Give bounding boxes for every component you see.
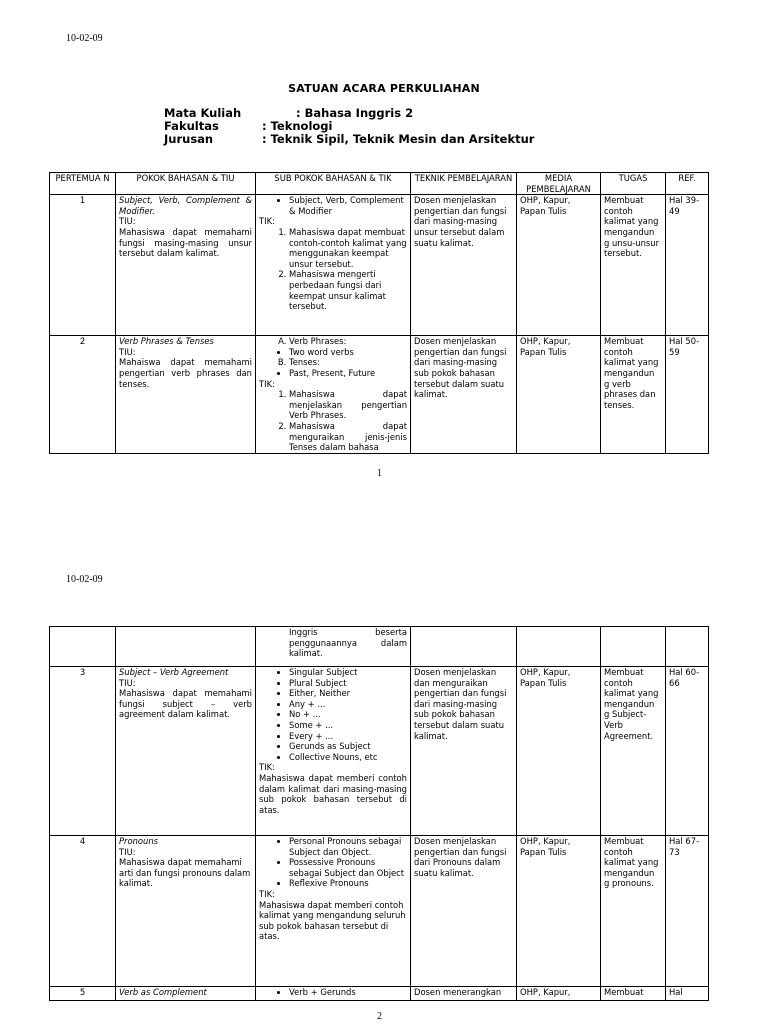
meta-value-course: : Bahasa Inggris 2: [296, 106, 414, 120]
technique-cell: Dosen menjelaskan pengertian dan fungsi dari Pronouns dalam suatu kalimat.: [411, 836, 517, 987]
col-header-technique: TEKNIK PEMBELAJARAN: [411, 173, 517, 195]
sap-table-page2: [49, 626, 709, 1001]
tiu-text: Mahaiswa dapat memahami pengertian verb phrases dan tenses.: [119, 357, 252, 389]
col-header-media: MEDIA PEMBELAJARAN: [517, 173, 601, 195]
topic-cell: [116, 195, 256, 336]
col-header-meeting: PERTEMUA N: [50, 173, 116, 195]
subtopic-bullet: • Verb + Gerunds: [289, 987, 407, 998]
tiu-text: Mahasiswa dapat memahami fungsi subject – verb agreement dalam kalimat.: [119, 688, 252, 720]
tik-label: TIK:: [259, 762, 275, 773]
meeting-number: 1: [50, 195, 116, 336]
subtopic-cell: [256, 667, 411, 836]
subtopic-bullet: • Subject, Verb, Complement & Modifier: [289, 195, 407, 216]
topic-title: Subject, Verb, Complement & Modifier.: [119, 195, 252, 216]
technique-cell: Dosen menjelaskan pengertian dan fungsi dari masing-masing sub pokok bahasan tersebut dalam suatu kalimat.: [411, 336, 517, 454]
tik-continuation: Inggris beserta penggunaannya dalam kalimat.: [289, 627, 407, 659]
meta-label-department: Jurusan: [164, 132, 214, 146]
col-header-task: TUGAS: [601, 173, 666, 195]
subtopic-cell: [256, 627, 411, 667]
tiu-text: Mahasiswa dapat memahami arti dan fungsi pronouns dalam kalimat.: [119, 857, 251, 889]
tik-item: 1. Mahasiswa dapat menjelaskan pengertian Verb Phrases.: [289, 389, 407, 421]
topic-title: Subject – Verb Agreement: [119, 667, 229, 677]
topic-cell: [116, 987, 256, 1001]
media-cell: OHP, Kapur, Papan Tulis: [517, 195, 601, 336]
tik-text: Mahasiswa dapat memberi contoh kalimat yang mengandung seluruh sub pokok bahasan tersebut di atas.: [259, 899, 406, 942]
empty-cell: [50, 627, 116, 667]
sap-table-page1: [49, 172, 709, 454]
meta-value-department: : Teknik Sipil, Teknik Mesin dan Arsitektur: [262, 132, 535, 146]
table-row: [50, 836, 709, 987]
subtopic-item-b: B. Tenses:: [289, 357, 407, 368]
col-header-subtopic: SUB POKOK BAHASAN & TIK: [256, 173, 411, 195]
col-header-topic: POKOK BAHASAN & TIU: [116, 173, 256, 195]
subtopic-bullet: • Personal Pronouns sebagai Subject dan Object.: [289, 836, 407, 857]
empty-cell: [666, 627, 709, 667]
media-cell: OHP, Kapur,: [517, 987, 601, 1001]
meta-label-faculty: Fakultas: [164, 119, 219, 133]
meeting-number: 2: [50, 336, 116, 454]
topic-title: Verb as Complement: [119, 987, 207, 997]
tik-label: TIK:: [259, 378, 275, 389]
page2-date: 10-02-09: [66, 574, 103, 585]
task-cell: Membuat contoh kalimat yang mengandun g Subject-Verb Agreement.: [601, 667, 666, 836]
subtopic-bullet: • Two word verbs: [289, 347, 407, 358]
subtopic-bullet: • Possessive Pronouns sebagai Subject dan Object: [289, 857, 407, 878]
subtopic-bullet: • Reflexive Pronouns: [289, 878, 407, 889]
tiu-text: Mahasiswa dapat memahami fungsi masing-masing unsur tersebut dalam kalimat.: [119, 226, 252, 259]
table-row: [50, 195, 709, 336]
empty-cell: [517, 627, 601, 667]
tik-item: 2. Mahasiswa mengerti perbedaan fungsi dari keempat unsur kalimat tersebut.: [289, 269, 407, 311]
meeting-number: 3: [50, 667, 116, 836]
empty-cell: [411, 627, 517, 667]
tiu-label: TIU:: [119, 677, 136, 688]
empty-cell: [601, 627, 666, 667]
subtopic-bullet: • Singular Subject: [289, 667, 407, 678]
document-title: SATUAN ACARA PERKULIAHAN: [288, 82, 480, 95]
subtopic-cell: [256, 987, 411, 1001]
subtopic-bullet: • Past, Present, Future: [289, 368, 407, 379]
subtopic-cell: [256, 336, 411, 454]
ref-cell: Hal 67-73: [666, 836, 709, 987]
meeting-number: 4: [50, 836, 116, 987]
meta-value-faculty: : Teknologi: [262, 119, 333, 133]
subtopic-bullet: • Some + ...: [289, 720, 407, 731]
table-row: [50, 667, 709, 836]
subtopic-bullet: • No + ...: [289, 709, 407, 720]
meeting-number: 5: [50, 987, 116, 1001]
subtopic-bullet: • Any + ...: [289, 699, 407, 710]
subtopic-bullet: • Every + ...: [289, 731, 407, 742]
tiu-label: TIU:: [119, 216, 136, 227]
technique-cell: Dosen menjelaskan dan menguraikan pengertian dan fungsi dari masing-masing sub pokok bahasan tersebut dalam suatu kalimat.: [411, 667, 517, 836]
subtopic-bullet: • Either, Neither: [289, 688, 407, 699]
subtopic-cell: [256, 195, 411, 336]
task-cell: Membuat contoh kalimat yang mengandun g pronouns.: [601, 836, 666, 987]
topic-cell: [116, 336, 256, 454]
page-number: 1: [377, 468, 382, 479]
ref-cell: Hal 60-66: [666, 667, 709, 836]
col-header-ref: REF.: [666, 173, 709, 195]
ref-cell: Hal 50-59: [666, 336, 709, 454]
tiu-label: TIU:: [119, 346, 136, 357]
ref-cell: Hal: [666, 987, 709, 1001]
tik-item: 1. Mahasiswa dapat membuat contoh-contoh kalimat yang menggunakan keempat unsur tersebut.: [289, 227, 407, 269]
page-number: 2: [377, 1011, 382, 1022]
tiu-label: TIU:: [119, 846, 136, 857]
media-cell: OHP, Kapur, Papan Tulis: [517, 836, 601, 987]
subtopic-bullet: • Gerunds as Subject: [289, 741, 407, 752]
topic-title: Verb Phrases & Tenses: [119, 336, 214, 347]
topic-cell: [116, 836, 256, 987]
tik-label: TIK:: [259, 216, 275, 227]
meta-label-course: Mata Kuliah: [164, 106, 242, 120]
table-row: [50, 336, 709, 454]
subtopic-bullet: • Collective Nouns, etc: [289, 752, 407, 763]
table-row: [50, 987, 709, 1001]
task-cell: Membuat contoh kalimat yang mengandun g verb phrases dan tenses.: [601, 336, 666, 454]
subtopic-item-a: A. Verb Phrases:: [289, 336, 407, 347]
table-header-row: [50, 173, 709, 195]
ref-cell: Hal 39-49: [666, 195, 709, 336]
topic-cell: [116, 667, 256, 836]
topic-title: Pronouns: [119, 836, 159, 846]
technique-cell: Dosen menjelaskan pengertian dan fungsi dari masing-masing unsur tersebut dalam suatu kalimat.: [411, 195, 517, 336]
table-row: [50, 627, 709, 667]
media-cell: OHP, Kapur, Papan Tulis: [517, 336, 601, 454]
task-cell: Membuat: [601, 987, 666, 1001]
task-cell: Membuat contoh kalimat yang mengandun g unsu-unsur tersebut.: [601, 195, 666, 336]
media-cell: OHP, Kapur, Papan Tulis: [517, 667, 601, 836]
tik-text: Mahasiswa dapat memberi contoh dalam kalimat dari masing-masing sub pokok bahasan tersebut di atas.: [259, 772, 407, 815]
technique-cell: Dosen menerangkan: [411, 987, 517, 1001]
empty-cell: [116, 627, 256, 667]
subtopic-cell: [256, 836, 411, 987]
page1-date: 10-02-09: [66, 33, 103, 44]
tik-label: TIK:: [259, 888, 275, 899]
tik-item: 2. Mahasiswa dapat menguraikan jenis-jenis Tenses dalam bahasa: [289, 421, 407, 453]
subtopic-bullet: • Plural Subject: [289, 678, 407, 689]
course-info: [164, 107, 534, 146]
